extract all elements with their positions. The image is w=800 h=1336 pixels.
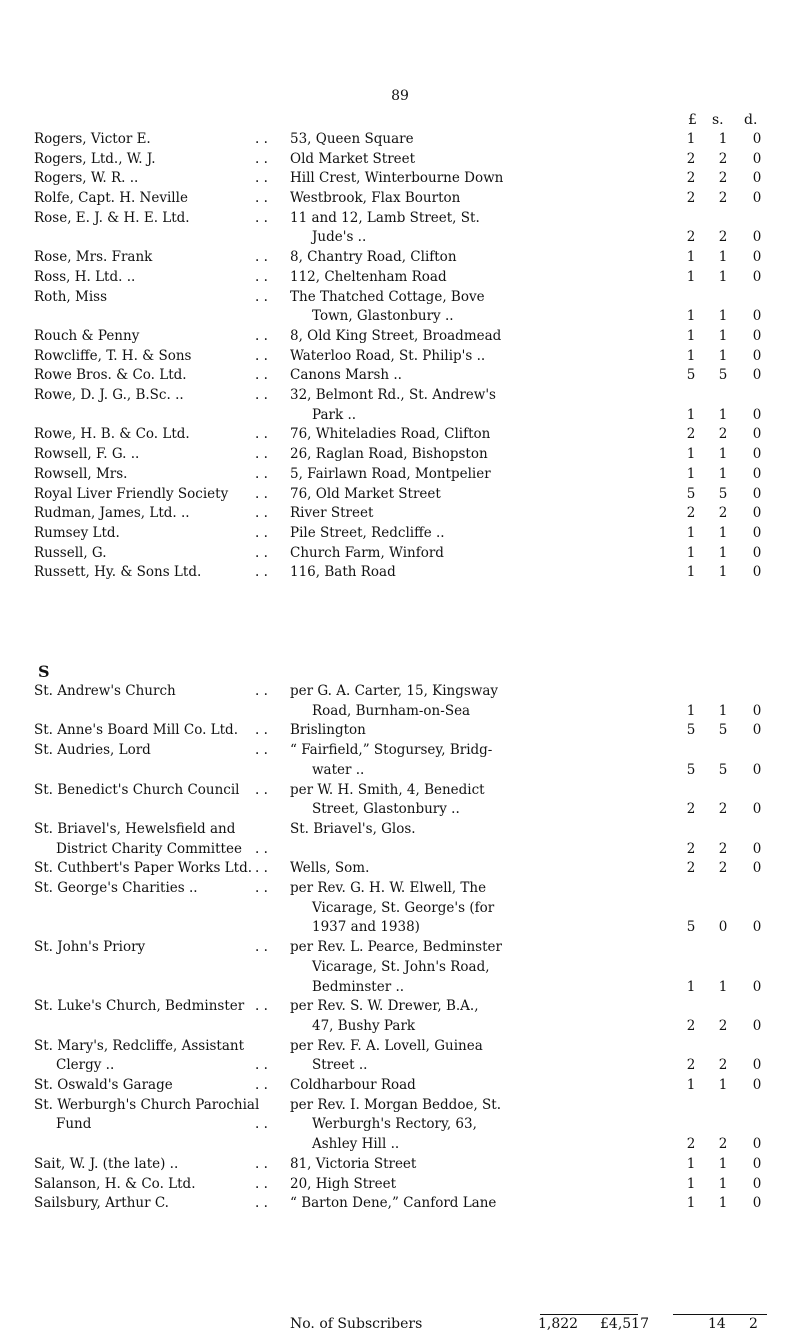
subscriber-address: Town, Glastonbury .. (312, 308, 454, 324)
amount-shillings: 1 (718, 328, 728, 344)
leader-dots: . . (255, 939, 268, 955)
amount-pence: 0 (752, 703, 762, 719)
leader-dots: . . (255, 722, 268, 738)
subscriber-name: St. Mary's, Redcliffe, Assistant (34, 1038, 245, 1054)
subscriber-name: Rowe, H. B. & Co. Ltd. (34, 426, 190, 442)
amount-shillings: 1 (718, 1077, 728, 1093)
subscriber-name: Rudman, James, Ltd. .. (34, 505, 190, 521)
amount-pounds: 5 (686, 367, 696, 383)
subscriber-name: Russett, Hy. & Sons Ltd. (34, 564, 202, 580)
amount-shillings: 2 (718, 229, 728, 245)
subscriber-name: District Charity Committee (56, 841, 242, 857)
entry-line (0, 466, 800, 486)
entry-line (0, 367, 800, 387)
subscriber-name: St. Anne's Board Mill Co. Ltd. (34, 722, 238, 738)
amount-shillings: 1 (718, 249, 728, 265)
amount-pounds: 2 (686, 1018, 696, 1034)
entry-line (0, 782, 800, 802)
subscriber-address: 20, High Street (290, 1176, 397, 1192)
subscriber-address: per Rev. I. Morgan Beddoe, St. (290, 1097, 501, 1113)
leader-dots: . . (255, 545, 268, 561)
amount-pence: 0 (752, 1057, 762, 1073)
amount-pounds: 1 (686, 269, 696, 285)
amount-pounds: 1 (686, 545, 696, 561)
pence-header: d. (744, 112, 758, 128)
entry-line (0, 1156, 800, 1176)
amount-pence: 0 (752, 367, 762, 383)
subscriber-address: Vicarage, St. John's Road, (312, 959, 490, 975)
page-number: 89 (391, 88, 409, 104)
amount-shillings: 2 (718, 860, 728, 876)
amount-shillings: 1 (718, 545, 728, 561)
subscriber-address: 26, Raglan Road, Bishopston (290, 446, 488, 462)
subscriber-address: The Thatched Cottage, Bove (290, 289, 485, 305)
entry-line (0, 1018, 800, 1038)
amount-pounds: 5 (686, 722, 696, 738)
amount-pence: 0 (752, 486, 762, 502)
subscriber-address: 1937 and 1938) (312, 919, 420, 935)
leader-dots: . . (255, 367, 268, 383)
leader-dots: . . (255, 249, 268, 265)
entry-line (0, 998, 800, 1018)
subscriber-address: 76, Old Market Street (290, 486, 441, 502)
entry-line (0, 1195, 800, 1215)
amount-shillings: 1 (718, 1176, 728, 1192)
leader-dots: . . (255, 466, 268, 482)
amount-pounds: 1 (686, 525, 696, 541)
amount-pence: 0 (752, 525, 762, 541)
amount-pence: 0 (752, 841, 762, 857)
subscriber-address: Street, Glastonbury .. (312, 801, 460, 817)
amount-shillings: 5 (718, 367, 728, 383)
subscriber-address: per Rev. S. W. Drewer, B.A., (290, 998, 479, 1014)
leader-dots: . . (255, 1195, 268, 1211)
section-heading: S (38, 662, 50, 681)
amount-pence: 0 (752, 1156, 762, 1172)
amount-shillings: 5 (718, 722, 728, 738)
amount-shillings: 2 (718, 841, 728, 857)
subscriber-name: Salanson, H. & Co. Ltd. (34, 1176, 196, 1192)
leader-dots: . . (255, 1176, 268, 1192)
entry-line (0, 1077, 800, 1097)
amount-shillings: 1 (718, 1156, 728, 1172)
leader-dots: . . (255, 210, 268, 226)
entry-line (0, 249, 800, 269)
amount-shillings: 1 (718, 269, 728, 285)
subscriber-name: Royal Liver Friendly Society (34, 486, 229, 502)
entry-line (0, 1057, 800, 1077)
subscriber-name: St. Werburgh's Church Parochial (34, 1097, 260, 1113)
leader-dots: . . (255, 348, 268, 364)
subscriber-name: Rowe, D. J. G., B.Sc. .. (34, 387, 184, 403)
amount-shillings: 2 (718, 1057, 728, 1073)
amount-pence: 0 (752, 1018, 762, 1034)
subscriber-address: 81, Victoria Street (290, 1156, 417, 1172)
leader-dots: . . (255, 683, 268, 699)
subscriber-address: Pile Street, Redcliffe .. (290, 525, 445, 541)
leader-dots: . . (255, 880, 268, 896)
amount-pounds: 2 (686, 229, 696, 245)
amount-pounds: 2 (686, 426, 696, 442)
subscriber-address: per Rev. G. H. W. Elwell, The (290, 880, 487, 896)
entry-line (0, 1136, 800, 1156)
subscriber-address: St. Briavel's, Glos. (290, 821, 416, 837)
subscriber-name: Ross, H. Ltd. .. (34, 269, 136, 285)
entry-line (0, 289, 800, 309)
leader-dots: . . (255, 269, 268, 285)
amount-shillings: 1 (718, 1195, 728, 1211)
amount-pounds: 2 (686, 1136, 696, 1152)
entry-line (0, 821, 800, 841)
entry-line (0, 151, 800, 171)
amount-pounds: 1 (686, 564, 696, 580)
amount-shillings: 2 (718, 170, 728, 186)
amount-pounds: 2 (686, 505, 696, 521)
entry-line (0, 486, 800, 506)
subscriber-address: 112, Cheltenham Road (290, 269, 447, 285)
amount-shillings: 0 (718, 919, 728, 935)
subscriber-address: 11 and 12, Lamb Street, St. (290, 210, 480, 226)
entry-line (0, 229, 800, 249)
subscriber-address: Werburgh's Rectory, 63, (312, 1116, 477, 1132)
subscriber-name: Rowsell, Mrs. (34, 466, 128, 482)
leader-dots: . . (255, 387, 268, 403)
amount-shillings: 5 (718, 762, 728, 778)
amount-pence: 0 (752, 545, 762, 561)
subscriber-name: Rouch & Penny (34, 328, 140, 344)
amount-shillings: 1 (718, 525, 728, 541)
subscriber-address: “ Barton Dene,” Canford Lane (290, 1195, 497, 1211)
subscriber-address: Westbrook, Flax Bourton (290, 190, 461, 206)
leader-dots: . . (255, 742, 268, 758)
subscriber-address: per Rev. L. Pearce, Bedminster (290, 939, 502, 955)
amount-pence: 0 (752, 801, 762, 817)
amount-shillings: 1 (718, 703, 728, 719)
amount-pounds: 2 (686, 190, 696, 206)
leader-dots: . . (255, 426, 268, 442)
entry-line (0, 131, 800, 151)
subscriber-name: St. Briavel's, Hewelsfield and (34, 821, 236, 837)
total-rule-amount (673, 1314, 767, 1315)
subscriber-address: Vicarage, St. George's (for (312, 900, 495, 916)
leader-dots: . . (255, 525, 268, 541)
entry-line (0, 880, 800, 900)
amount-pence: 0 (752, 919, 762, 935)
entry-line (0, 426, 800, 446)
subscriber-name: Rowcliffe, T. H. & Sons (34, 348, 192, 364)
subscriber-address: River Street (290, 505, 374, 521)
amount-shillings: 1 (718, 466, 728, 482)
subscriber-address: 5, Fairlawn Road, Montpelier (290, 466, 491, 482)
entry-line (0, 1116, 800, 1136)
entry-line (0, 742, 800, 762)
subscriber-name: St. George's Charities .. (34, 880, 198, 896)
entry-line (0, 919, 800, 939)
amount-pounds: 1 (686, 446, 696, 462)
amount-pence: 0 (752, 446, 762, 462)
amount-pence: 0 (752, 131, 762, 147)
subscriber-name: Rose, Mrs. Frank (34, 249, 153, 265)
subscriber-address: Jude's .. (312, 229, 367, 245)
total-pence: 2 (749, 1316, 758, 1332)
leader-dots: . . (255, 131, 268, 147)
entry-line (0, 387, 800, 407)
amount-shillings: 2 (718, 151, 728, 167)
entry-line (0, 801, 800, 821)
leader-dots: . . (255, 289, 268, 305)
entry-line (0, 525, 800, 545)
subscriber-name: Russell, G. (34, 545, 107, 561)
subscriber-name: Rolfe, Capt. H. Neville (34, 190, 188, 206)
subscriber-address: Ashley Hill .. (312, 1136, 400, 1152)
subscriber-address: Coldharbour Road (290, 1077, 416, 1093)
subscriber-address: Park .. (312, 407, 357, 423)
amount-pence: 0 (752, 229, 762, 245)
subscriber-address: 76, Whiteladies Road, Clifton (290, 426, 491, 442)
entry-line (0, 407, 800, 427)
subscriber-name: Rogers, Victor E. (34, 131, 151, 147)
subscriber-name: Fund (56, 1116, 92, 1132)
amount-pence: 0 (752, 190, 762, 206)
amount-pence: 0 (752, 407, 762, 423)
leader-dots: . . (255, 1156, 268, 1172)
entry-line (0, 170, 800, 190)
amount-shillings: 1 (718, 564, 728, 580)
entry-line (0, 1176, 800, 1196)
amount-pence: 0 (752, 722, 762, 738)
amount-pence: 0 (752, 308, 762, 324)
entry-line (0, 683, 800, 703)
leader-dots: . . (255, 190, 268, 206)
amount-shillings: 1 (718, 979, 728, 995)
amount-pounds: 1 (686, 1195, 696, 1211)
subscriber-name: Roth, Miss (34, 289, 107, 305)
leader-dots: . . (255, 841, 268, 857)
subscriber-address: 47, Bushy Park (312, 1018, 416, 1034)
amount-pounds: 1 (686, 1176, 696, 1192)
amount-shillings: 1 (718, 348, 728, 364)
entry-line (0, 545, 800, 565)
leader-dots: . . (255, 1116, 268, 1132)
leader-dots: . . (255, 170, 268, 186)
amount-pence: 0 (752, 466, 762, 482)
entry-line (0, 939, 800, 959)
subscriber-address: Old Market Street (290, 151, 416, 167)
entry-line (0, 269, 800, 289)
amount-pounds: 2 (686, 1057, 696, 1073)
amount-shillings: 2 (718, 426, 728, 442)
subscriber-name: Rogers, W. R. .. (34, 170, 139, 186)
subscriber-address: Brislington (290, 722, 366, 738)
entry-line (0, 762, 800, 782)
totals-row (0, 1316, 800, 1336)
amount-pounds: 2 (686, 170, 696, 186)
subscriber-address: Street .. (312, 1057, 368, 1073)
subscriber-address: Hill Crest, Winterbourne Down (290, 170, 504, 186)
amount-shillings: 1 (718, 407, 728, 423)
subscriber-name: St. Luke's Church, Bedminster (34, 998, 245, 1014)
subscriber-address: Wells, Som. (290, 860, 370, 876)
subscriber-address: Church Farm, Winford (290, 545, 444, 561)
amount-pounds: 1 (686, 1156, 696, 1172)
subscriber-address: Canons Marsh .. (290, 367, 402, 383)
subscriber-address: water .. (312, 762, 365, 778)
amount-shillings: 1 (718, 131, 728, 147)
leader-dots: . . (255, 446, 268, 462)
amount-shillings: 5 (718, 486, 728, 502)
entry-line (0, 505, 800, 525)
leader-dots: . . (255, 998, 268, 1014)
amount-shillings: 1 (718, 446, 728, 462)
entry-line (0, 446, 800, 466)
amount-pence: 0 (752, 564, 762, 580)
amount-pence: 0 (752, 151, 762, 167)
leader-dots: . . (255, 486, 268, 502)
amount-pence: 0 (752, 328, 762, 344)
subscriber-name: Rose, E. J. & H. E. Ltd. (34, 210, 190, 226)
entry-line (0, 190, 800, 210)
amount-pence: 0 (752, 979, 762, 995)
amount-pence: 0 (752, 249, 762, 265)
amount-pounds: 1 (686, 979, 696, 995)
entry-line (0, 841, 800, 861)
entry-line (0, 722, 800, 742)
amount-pounds: 1 (686, 131, 696, 147)
amount-pounds: 1 (686, 1077, 696, 1093)
total-pounds: £4,517 (600, 1316, 649, 1332)
amount-shillings: 2 (718, 801, 728, 817)
subscriber-address: 8, Old King Street, Broadmead (290, 328, 502, 344)
amount-pounds: 2 (686, 151, 696, 167)
amount-pounds: 5 (686, 486, 696, 502)
leader-dots: . . (255, 151, 268, 167)
amount-pounds: 1 (686, 703, 696, 719)
pounds-header: £ (688, 112, 697, 128)
entry-line (0, 959, 800, 979)
leader-dots: . . (255, 328, 268, 344)
subscriber-address: 32, Belmont Rd., St. Andrew's (290, 387, 496, 403)
amount-pence: 0 (752, 269, 762, 285)
amount-pounds: 2 (686, 801, 696, 817)
subscriber-name: Sait, W. J. (the late) .. (34, 1156, 179, 1172)
amount-shillings: 2 (718, 1136, 728, 1152)
entry-line (0, 1097, 800, 1117)
amount-pounds: 1 (686, 348, 696, 364)
entry-line (0, 860, 800, 880)
entry-line (0, 1038, 800, 1058)
subscriber-address: Waterloo Road, St. Philip's .. (290, 348, 486, 364)
amount-pence: 0 (752, 762, 762, 778)
leader-dots: . . (255, 782, 268, 798)
subscriber-address: Bedminster .. (312, 979, 405, 995)
entry-line (0, 564, 800, 584)
amount-pounds: 1 (686, 407, 696, 423)
entry-line (0, 348, 800, 368)
amount-pence: 0 (752, 348, 762, 364)
amount-pounds: 2 (686, 841, 696, 857)
subscriber-name: St. Cuthbert's Paper Works Ltd. (34, 860, 253, 876)
subscriber-name: Clergy .. (56, 1057, 115, 1073)
amount-pence: 0 (752, 1195, 762, 1211)
amount-shillings: 1 (718, 308, 728, 324)
amount-pence: 0 (752, 1077, 762, 1093)
amount-pounds: 1 (686, 466, 696, 482)
amount-pounds: 2 (686, 860, 696, 876)
subscriber-name: St. Andrew's Church (34, 683, 176, 699)
subscriber-address: per Rev. F. A. Lovell, Guinea (290, 1038, 483, 1054)
subscriber-address: per G. A. Carter, 15, Kingsway (290, 683, 499, 699)
entry-line (0, 210, 800, 230)
totals-label: No. of Subscribers (290, 1316, 423, 1332)
subscriber-address: Road, Burnham-on-Sea (312, 703, 471, 719)
entry-line (0, 308, 800, 328)
amount-pounds: 5 (686, 919, 696, 935)
subscriber-count: 1,822 (538, 1316, 579, 1332)
entry-line (0, 703, 800, 723)
amount-pence: 0 (752, 426, 762, 442)
subscriber-name: Rogers, Ltd., W. J. (34, 151, 156, 167)
total-shillings: 14 (708, 1316, 726, 1332)
subscriber-address: “ Fairfield,” Stogursey, Bridg- (290, 742, 493, 758)
total-rule-count (540, 1314, 638, 1315)
subscriber-name: St. Benedict's Church Council (34, 782, 240, 798)
amount-pence: 0 (752, 1136, 762, 1152)
subscriber-name: St. Oswald's Garage (34, 1077, 173, 1093)
amount-pence: 0 (752, 170, 762, 186)
leader-dots: . . (255, 860, 268, 876)
amount-shillings: 2 (718, 1018, 728, 1034)
amount-pounds: 1 (686, 308, 696, 324)
leader-dots: . . (255, 564, 268, 580)
amount-pence: 0 (752, 1176, 762, 1192)
subscriber-address: per W. H. Smith, 4, Benedict (290, 782, 485, 798)
entry-line (0, 328, 800, 348)
subscriber-address: 116, Bath Road (290, 564, 396, 580)
subscriber-name: St. Audries, Lord (34, 742, 151, 758)
shillings-header: s. (712, 112, 724, 128)
leader-dots: . . (255, 1077, 268, 1093)
subscriber-address: 8, Chantry Road, Clifton (290, 249, 457, 265)
amount-pounds: 1 (686, 249, 696, 265)
entry-line (0, 979, 800, 999)
subscriber-name: St. John's Priory (34, 939, 146, 955)
subscriber-name: Rowe Bros. & Co. Ltd. (34, 367, 187, 383)
amount-pence: 0 (752, 505, 762, 521)
subscriber-address: 53, Queen Square (290, 131, 414, 147)
amount-shillings: 2 (718, 190, 728, 206)
amount-pence: 0 (752, 860, 762, 876)
subscriber-name: Sailsbury, Arthur C. (34, 1195, 169, 1211)
subscriber-name: Rowsell, F. G. .. (34, 446, 140, 462)
amount-shillings: 2 (718, 505, 728, 521)
subscriber-name: Rumsey Ltd. (34, 525, 120, 541)
entry-line (0, 900, 800, 920)
leader-dots: . . (255, 505, 268, 521)
amount-pounds: 1 (686, 328, 696, 344)
leader-dots: . . (255, 1057, 268, 1073)
amount-pounds: 5 (686, 762, 696, 778)
